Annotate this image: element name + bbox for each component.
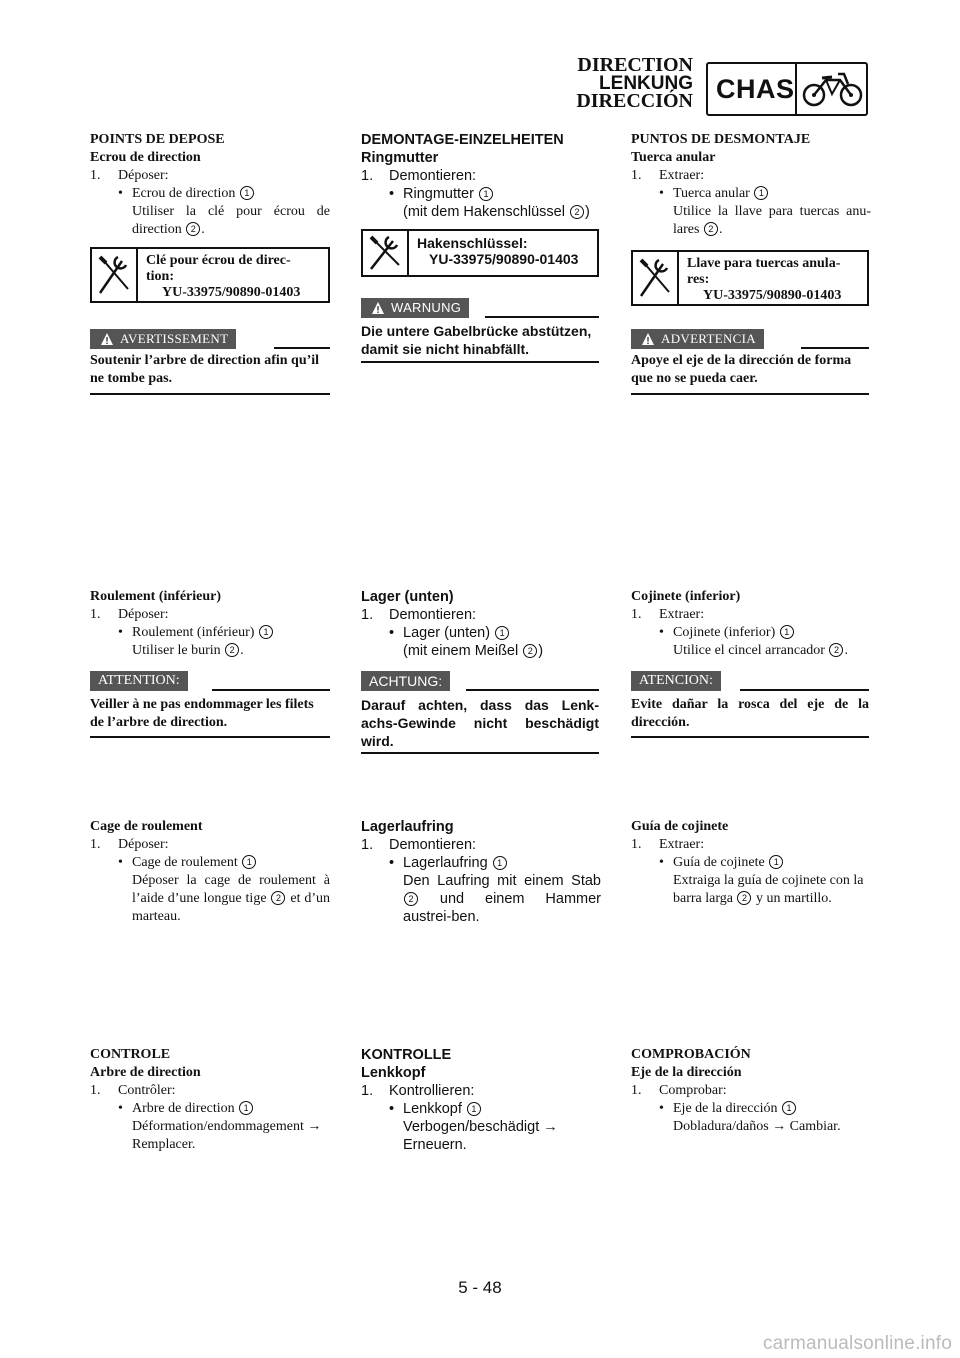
de-s3-note: Den Laufring mit einem Stab 2 und einem Hammer austrei-ben. bbox=[403, 873, 602, 925]
callout-2: 2 bbox=[186, 222, 200, 236]
motorcycle-icon bbox=[802, 70, 864, 108]
callout-2: 2 bbox=[704, 222, 718, 236]
callout-1: 1 bbox=[242, 855, 256, 869]
part-name: Lager (unten) bbox=[403, 625, 491, 641]
part-name: Lagerlaufring bbox=[403, 855, 488, 871]
step-action: Extraer: bbox=[659, 837, 705, 852]
bullet: • bbox=[389, 186, 395, 202]
fr-attention-text: Veiller à ne pas endommager les filets de l’arbre de direction. bbox=[90, 697, 314, 730]
step-action: Demontieren: bbox=[389, 168, 477, 184]
rule bbox=[274, 347, 330, 349]
bullet: • bbox=[118, 625, 123, 640]
tool-description: Llave para tuercas anula- res: YU-33975/90890-01403 bbox=[687, 256, 842, 303]
step-number: 1. bbox=[631, 607, 642, 622]
fr-s3-note: Déposer la cage de roulement à l’aide d’une longue tige 2 et d’un marteau. bbox=[132, 873, 331, 924]
step-action: Kontrollieren: bbox=[389, 1083, 475, 1099]
wrench-screwdriver-icon bbox=[92, 249, 138, 301]
step-number: 1. bbox=[361, 168, 374, 184]
callout-2: 2 bbox=[523, 644, 537, 658]
de-s1-heading: DEMONTAGE-EINZELHEITEN bbox=[361, 132, 564, 148]
step-number: 1. bbox=[631, 837, 642, 852]
warning-triangle-icon bbox=[100, 332, 114, 346]
bullet: • bbox=[659, 186, 664, 201]
de-s1-note: (mit dem Hakenschlüssel 2 ) bbox=[403, 204, 590, 220]
step-number: 1. bbox=[90, 837, 101, 852]
warning-badge: ADVERTENCIA bbox=[631, 329, 764, 349]
step-action: Déposer: bbox=[118, 837, 169, 852]
tool-description: Hakenschlüssel: YU-33975/90890-01403 bbox=[417, 235, 579, 267]
de-s1-subheading: Ringmutter bbox=[361, 150, 439, 166]
callout-1: 1 bbox=[239, 1101, 253, 1115]
callout-1: 1 bbox=[780, 625, 794, 639]
rule bbox=[631, 393, 869, 395]
part-name: Arbre de direction bbox=[132, 1101, 235, 1116]
step-number: 1. bbox=[90, 607, 101, 622]
fr-s4-heading: CONTROLE bbox=[90, 1047, 171, 1062]
de-removal-points bbox=[361, 131, 601, 221]
fr-removal-points bbox=[90, 131, 330, 239]
bullet: • bbox=[659, 855, 664, 870]
rule bbox=[90, 736, 330, 738]
de-warning-text: Die untere Gabelbrücke abstützen, damit sie nicht hinabfällt. bbox=[361, 323, 592, 357]
step-number: 1. bbox=[361, 1083, 374, 1099]
rule bbox=[801, 347, 869, 349]
fr-s2-note: Utiliser le burin 2 . bbox=[132, 643, 244, 658]
callout-2: 2 bbox=[737, 891, 751, 905]
bullet: • bbox=[659, 625, 664, 640]
es-warning-header bbox=[631, 329, 869, 351]
step-action: Extraer: bbox=[659, 607, 705, 622]
callout-1: 1 bbox=[259, 625, 273, 639]
fr-lower-bearing bbox=[90, 588, 330, 660]
callout-1: 1 bbox=[479, 187, 493, 201]
tool-part-number: YU-33975/90890-01403 bbox=[429, 251, 579, 267]
warning-badge: AVERTISSEMENT bbox=[90, 329, 236, 349]
fr-s4-note: Déformation/endommagement → Remplacer. bbox=[132, 1119, 322, 1152]
part-name: Eje de la dirección bbox=[673, 1101, 778, 1116]
de-warning-header bbox=[361, 298, 599, 320]
callout-2: 2 bbox=[271, 891, 285, 905]
part-name: Lenkkopf bbox=[403, 1101, 462, 1117]
es-s2-heading: Cojinete (inferior) bbox=[631, 589, 741, 604]
warning-triangle-icon bbox=[641, 332, 655, 346]
tool-part-number: YU-33975/90890-01403 bbox=[703, 288, 842, 303]
rule bbox=[361, 752, 599, 754]
fr-s1-note: Utiliser la clé pour écrou de direction 2 . bbox=[132, 204, 330, 237]
part-name: Roulement (inférieur) bbox=[132, 625, 255, 640]
fr-special-tool-box bbox=[90, 247, 330, 303]
de-s4-heading: KONTROLLE bbox=[361, 1047, 452, 1063]
callout-1: 1 bbox=[240, 186, 254, 200]
warning-triangle-icon bbox=[371, 301, 385, 315]
rule bbox=[740, 689, 869, 691]
callout-2: 2 bbox=[225, 643, 239, 657]
section-title-de: LENKUNG bbox=[599, 73, 693, 94]
es-s4-heading: COMPROBACIÓN bbox=[631, 1047, 751, 1062]
watermark: carmanualsonline.info bbox=[762, 1333, 952, 1354]
step-action: Déposer: bbox=[118, 607, 169, 622]
bullet: • bbox=[118, 1101, 123, 1116]
fr-s1-subheading: Ecrou de direction bbox=[90, 150, 201, 165]
badge-divider bbox=[795, 64, 797, 114]
es-s1-note: Utilice la llave para tuercas anu-lares 2 . bbox=[673, 204, 871, 237]
es-s1-heading: PUNTOS DE DESMONTAJE bbox=[631, 132, 811, 147]
rule bbox=[631, 736, 869, 738]
es-attention-text: Evite dañar la rosca del eje de la dirección. bbox=[631, 697, 869, 730]
step-action: Demontieren: bbox=[389, 837, 477, 853]
step-number: 1. bbox=[631, 1083, 642, 1098]
es-removal-points bbox=[631, 131, 871, 239]
step-action: Contrôler: bbox=[118, 1083, 176, 1098]
rule bbox=[361, 361, 599, 363]
step-number: 1. bbox=[631, 168, 642, 183]
bullet: • bbox=[389, 1101, 395, 1117]
chapter-badge-label: CHAS bbox=[716, 74, 795, 104]
bullet: • bbox=[659, 1101, 664, 1116]
step-number: 1. bbox=[90, 168, 101, 183]
de-s2-heading: Lager (unten) bbox=[361, 589, 454, 605]
fr-warning-text: Soutenir l’arbre de direction afin qu’il ne tombe pas. bbox=[90, 353, 320, 386]
step-number: 1. bbox=[90, 1083, 101, 1098]
de-s3-heading: Lagerlaufring bbox=[361, 819, 454, 835]
es-s4-note: Dobladura/daños → Cambiar. bbox=[673, 1119, 841, 1134]
step-action: Demontieren: bbox=[389, 607, 477, 623]
fr-inspection bbox=[90, 1046, 330, 1154]
bullet: • bbox=[389, 855, 395, 871]
fr-s1-heading: POINTS DE DEPOSE bbox=[90, 132, 225, 147]
step-action: Comprobar: bbox=[659, 1083, 727, 1098]
rule bbox=[485, 316, 599, 318]
tool-part-number: YU-33975/90890-01403 bbox=[162, 285, 301, 300]
fr-attention-badge: ATTENTION: bbox=[90, 671, 188, 691]
callout-1: 1 bbox=[493, 856, 507, 870]
de-inspection bbox=[361, 1046, 601, 1154]
es-bearing-race bbox=[631, 818, 871, 908]
step-number: 1. bbox=[361, 837, 374, 853]
de-s4-note: Verbogen/beschädigt → Erneuern. bbox=[403, 1119, 558, 1153]
callout-2: 2 bbox=[570, 205, 584, 219]
fr-s3-heading: Cage de roulement bbox=[90, 819, 203, 834]
step-number: 1. bbox=[361, 607, 374, 623]
part-name: Ecrou de direction bbox=[132, 186, 236, 201]
callout-1: 1 bbox=[782, 1101, 796, 1115]
de-lower-bearing bbox=[361, 588, 601, 660]
step-action: Extraer: bbox=[659, 168, 705, 183]
es-s1-subheading: Tuerca anular bbox=[631, 150, 716, 165]
part-name: Ringmutter bbox=[403, 186, 474, 202]
bullet: • bbox=[389, 625, 395, 641]
es-warning-text: Apoye el eje de la dirección de forma que no se pueda caer. bbox=[631, 353, 852, 386]
rule bbox=[212, 689, 330, 691]
bullet: • bbox=[118, 186, 123, 201]
section-title-es: DIRECCIÓN bbox=[576, 90, 693, 112]
step-action: Déposer: bbox=[118, 168, 169, 183]
part-name: Cage de roulement bbox=[132, 855, 238, 870]
callout-1: 1 bbox=[467, 1102, 481, 1116]
chapter-badge bbox=[706, 62, 868, 116]
callout-1: 1 bbox=[495, 626, 509, 640]
bullet: • bbox=[118, 855, 123, 870]
es-attention-badge: ATENCION: bbox=[631, 671, 721, 691]
wrench-screwdriver-icon bbox=[363, 231, 409, 275]
de-bearing-race bbox=[361, 818, 601, 926]
es-s3-note: Extraiga la guía de cojinete con la barra larga 2 y un martillo. bbox=[673, 873, 864, 906]
rule bbox=[466, 689, 599, 691]
wrench-screwdriver-icon bbox=[633, 252, 679, 304]
callout-1: 1 bbox=[769, 855, 783, 869]
es-s2-note: Utilice el cincel arrancador 2 . bbox=[673, 643, 848, 658]
fr-bearing-race bbox=[90, 818, 330, 926]
es-s3-heading: Guía de cojinete bbox=[631, 819, 729, 834]
tool-description: Clé pour écrou de direc- tion: YU-33975/90890-01403 bbox=[146, 253, 301, 300]
part-name: Guía de cojinete bbox=[673, 855, 765, 870]
de-attention-badge: ACHTUNG: bbox=[361, 671, 450, 691]
es-inspection bbox=[631, 1046, 871, 1136]
callout-1: 1 bbox=[754, 186, 768, 200]
callout-2: 2 bbox=[404, 892, 418, 906]
part-name: Cojinete (inferior) bbox=[673, 625, 776, 640]
fr-warning-header bbox=[90, 329, 330, 351]
warning-badge: WARNUNG bbox=[361, 298, 469, 318]
page-number: 5 - 48 bbox=[458, 1278, 502, 1297]
fr-s2-heading: Roulement (inférieur) bbox=[90, 589, 222, 604]
section-title-fr: DIRECTION bbox=[577, 54, 693, 76]
es-s4-subheading: Eje de la dirección bbox=[631, 1065, 742, 1080]
de-s4-subheading: Lenkkopf bbox=[361, 1065, 426, 1081]
rule bbox=[90, 393, 330, 395]
fr-s4-subheading: Arbre de direction bbox=[90, 1065, 201, 1080]
de-attention-text: Darauf achten, dass das Lenk-achs-Gewinde nicht beschädigt wird. bbox=[361, 697, 599, 749]
part-name: Tuerca anular bbox=[673, 186, 750, 201]
de-s2-note: (mit einem Meißel 2 ) bbox=[403, 643, 544, 659]
es-lower-bearing bbox=[631, 588, 871, 660]
callout-2: 2 bbox=[829, 643, 843, 657]
es-special-tool-box bbox=[631, 250, 869, 306]
de-special-tool-box bbox=[361, 229, 599, 277]
